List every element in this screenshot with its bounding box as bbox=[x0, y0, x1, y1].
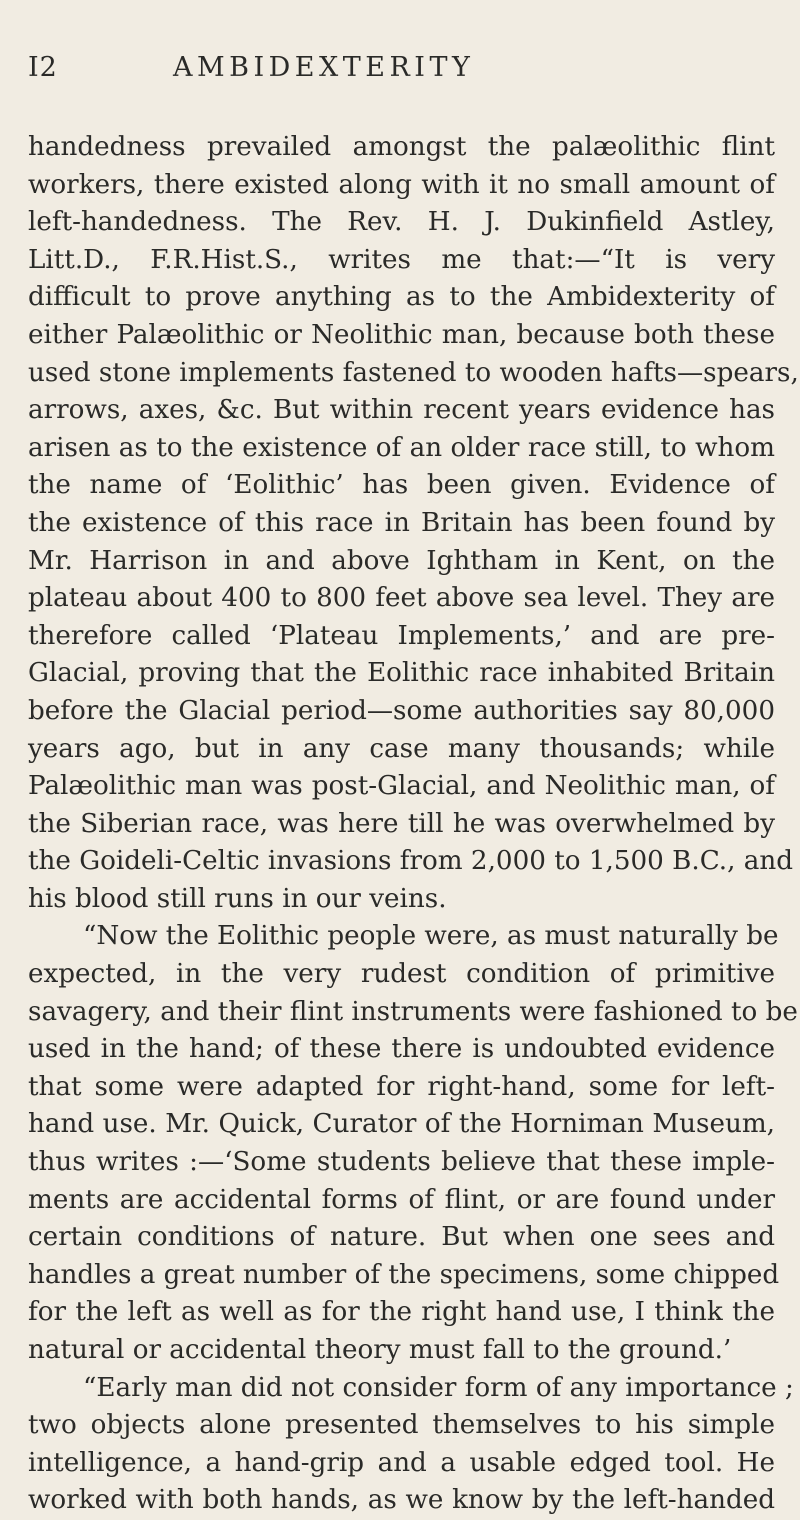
text-line: the Siberian race, was here till he was overwhelmed by bbox=[28, 808, 775, 839]
text-line: the existence of this race in Britain has been found by bbox=[28, 507, 775, 538]
text-line: hand use. Mr. Quick, Curator of the Horniman Museum, bbox=[28, 1109, 775, 1140]
paragraph-start-line: “Now the Eolithic people were, as must naturally be bbox=[83, 921, 779, 952]
text-line: for the left as well as for the right hand use, I think the bbox=[28, 1297, 775, 1328]
text-line: difficult to prove anything as to the Ambidexterity of bbox=[28, 282, 775, 313]
text-line: arrows, axes, &c. But within recent years evidence has bbox=[28, 395, 775, 426]
running-head bbox=[28, 52, 772, 92]
body-text bbox=[28, 129, 799, 1520]
text-line: plateau about 400 to 800 feet above sea level. They are bbox=[28, 583, 775, 614]
text-line: certain conditions of nature. But when one sees and bbox=[28, 1222, 775, 1253]
paragraph-end-line: his blood still runs in our veins. bbox=[28, 883, 447, 914]
text-line: Litt.D., F.R.Hist.S., writes me that:—“It is very bbox=[28, 244, 775, 275]
paragraph-start-line: “Early man did not consider form of any importance ; bbox=[83, 1372, 794, 1403]
text-line: thus writes :—‘Some students believe that these imple- bbox=[28, 1147, 775, 1178]
text-line: before the Glacial period—some authorities say 80,000 bbox=[28, 695, 775, 726]
text-line: that some were adapted for right-hand, some for left- bbox=[28, 1071, 775, 1102]
text-line: Mr. Harrison in and above Ightham in Kent, on the bbox=[28, 545, 775, 576]
text-line: used stone implements fastened to wooden hafts—spears, bbox=[28, 357, 799, 388]
text-line: intelligence, a hand-grip and a usable edged tool. He bbox=[28, 1447, 775, 1478]
text-line: worked with both hands, as we know by the left-handed bbox=[28, 1485, 775, 1516]
text-line: ments are accidental forms of flint, or are found under bbox=[28, 1184, 775, 1215]
text-line: Palæolithic man was post-Glacial, and Neolithic man, of bbox=[28, 771, 775, 802]
text-line: left-handedness. The Rev. H. J. Dukinfield Astley, bbox=[28, 207, 775, 238]
page-number: I2 bbox=[28, 52, 58, 83]
text-line: workers, there existed along with it no small amount of bbox=[28, 169, 775, 200]
text-line: used in the hand; of these there is undoubted evidence bbox=[28, 1034, 775, 1065]
text-line: therefore called ‘Plateau Implements,’ and are pre- bbox=[28, 620, 775, 651]
text-line: the name of ‘Eolithic’ has been given. Evidence of bbox=[28, 470, 775, 501]
text-line: handles a great number of the specimens, some chipped bbox=[28, 1259, 780, 1290]
text-line: Glacial, proving that the Eolithic race inhabited Britain bbox=[28, 658, 775, 689]
text-line: either Palæolithic or Neolithic man, because both these bbox=[28, 319, 775, 350]
text-line: handedness prevailed amongst the palæolithic flint bbox=[28, 132, 775, 162]
text-line: savagery, and their flint instruments were fashioned to be bbox=[28, 996, 798, 1027]
paragraph-end-line: natural or accidental theory must fall to the ground.’ bbox=[28, 1335, 732, 1365]
text-line: expected, in the very rudest condition of primitive bbox=[28, 959, 775, 990]
running-title: AMBIDEXTERITY bbox=[173, 52, 475, 83]
text-line: the Goideli-Celtic invasions from 2,000 to 1,500 B.C., and bbox=[28, 846, 794, 877]
text-line: arisen as to the existence of an older race still, to whom bbox=[28, 432, 775, 463]
text-line: years ago, but in any case many thousands; while bbox=[28, 733, 775, 764]
text-line: two objects alone presented themselves to his simple bbox=[28, 1410, 775, 1441]
